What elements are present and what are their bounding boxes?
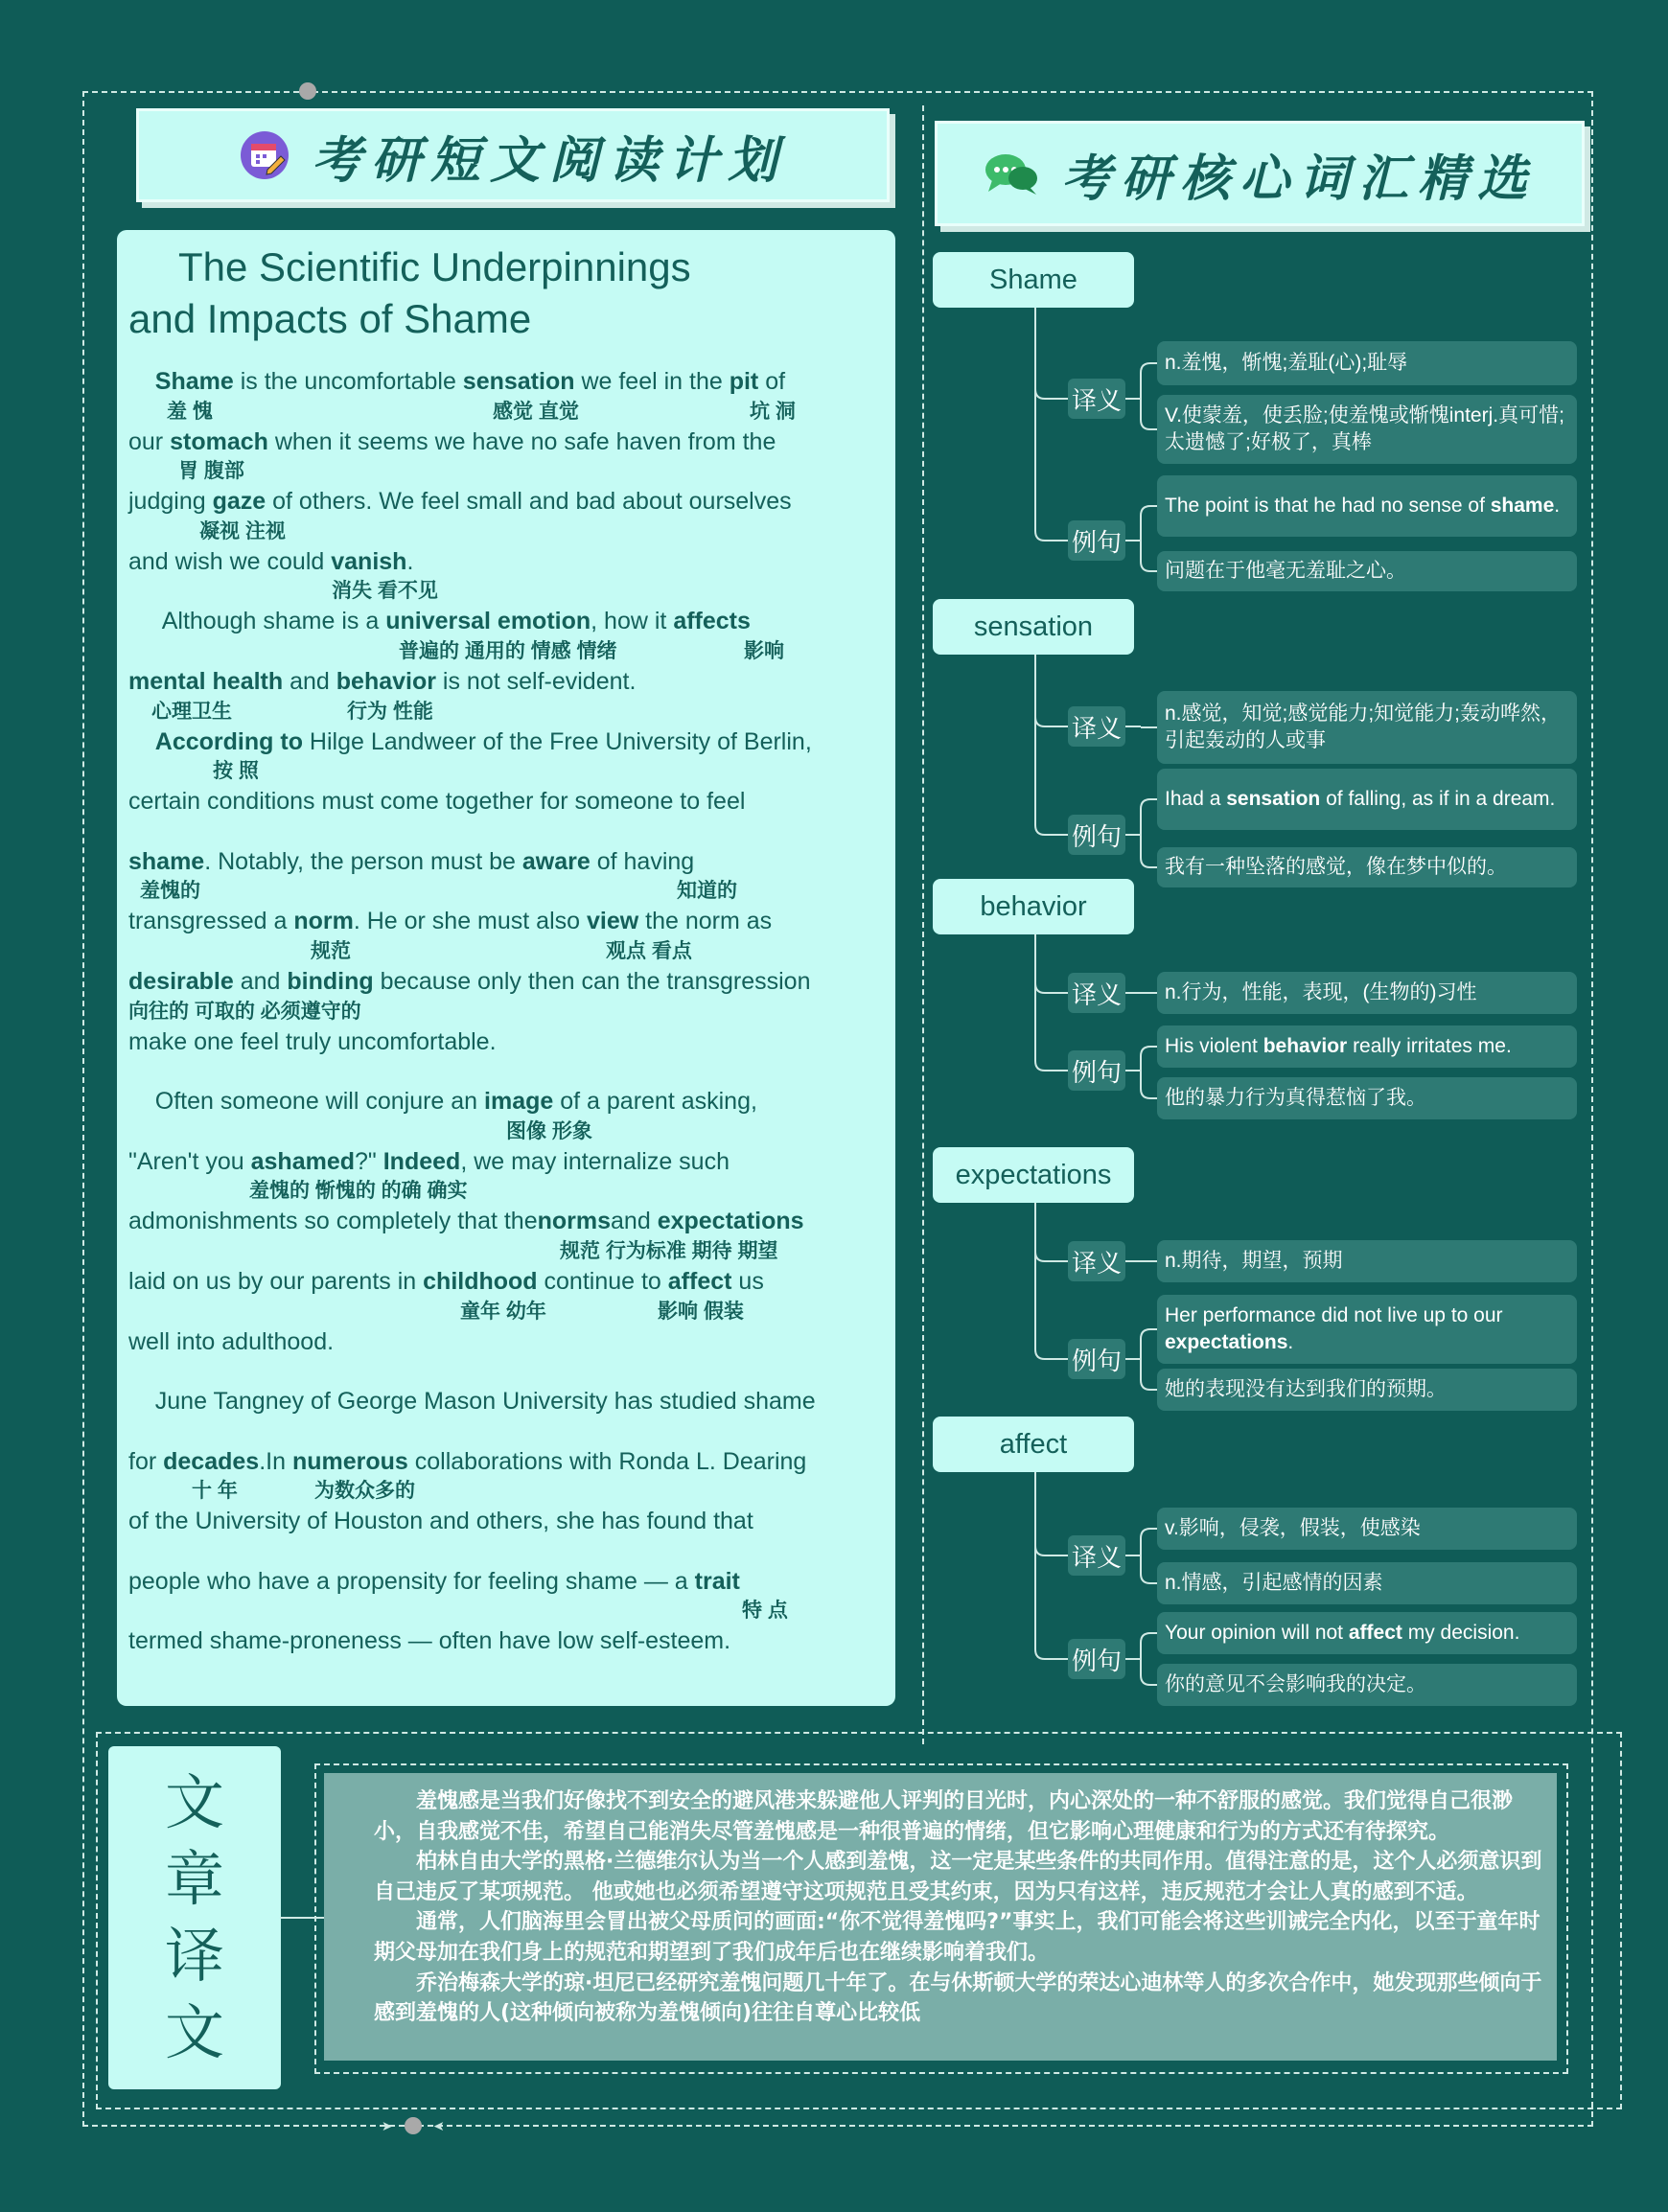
article-line: Although shame is a universal emotion, how it affects bbox=[128, 608, 751, 635]
example-en-box bbox=[1157, 769, 1577, 830]
example-en-box-text: Her performance did not live up to our expectations. bbox=[1165, 1304, 1503, 1353]
vocab-word: affect bbox=[933, 1417, 1134, 1472]
article-line: of the University of Houston and others, she has found that bbox=[128, 1508, 753, 1535]
reading-plan-header bbox=[136, 108, 890, 202]
chinese-annotation: 图像 形象 bbox=[506, 1119, 592, 1142]
definition-box-text: v.影响，侵袭，假装，使感染 bbox=[1165, 1517, 1421, 1539]
article-line: shame. Notably, the person must be aware of having bbox=[128, 847, 695, 875]
definition-box bbox=[1157, 341, 1577, 385]
article-line: termed shame-proneness — often have low self-esteem. bbox=[128, 1627, 731, 1655]
annotation-row bbox=[128, 1237, 895, 1267]
vocab-word: expectations bbox=[933, 1147, 1134, 1203]
example-en-box bbox=[1157, 1295, 1577, 1364]
annotation-row bbox=[128, 698, 895, 727]
example-cn-box-text: 他的暴力行为真得惹恼了我。 bbox=[1165, 1087, 1426, 1109]
vocab-title: 考研核心词汇精选 bbox=[1060, 149, 1537, 208]
chinese-annotation: 影响 假装 bbox=[658, 1300, 744, 1323]
annotation-row bbox=[128, 1298, 895, 1327]
definition-box-text: n.感觉，知觉;感觉能力;知觉能力;轰动哗然，引起轰动的人或事 bbox=[1165, 703, 1562, 751]
chinese-annotation: 规范 行为标准 期待 期望 bbox=[560, 1239, 778, 1262]
example-cn-box-text: 她的表现没有达到我们的预期。 bbox=[1165, 1378, 1447, 1400]
annotation-row bbox=[128, 998, 895, 1027]
definition-box bbox=[1157, 1508, 1577, 1550]
chinese-annotation: 童年 幼年 bbox=[460, 1300, 546, 1323]
translation-tag-char: 文 bbox=[164, 1997, 224, 2067]
definition-label: 译义 bbox=[1068, 973, 1125, 1013]
chinese-annotation: 羞 愧 bbox=[167, 400, 213, 423]
annotation-row bbox=[128, 398, 895, 427]
annotation-row bbox=[128, 1417, 895, 1447]
example-en-box-text: The point is that he had no sense of shame. bbox=[1165, 495, 1561, 517]
example-cn-box-text: 我有一种坠落的感觉，像在梦中似的。 bbox=[1165, 856, 1507, 878]
article-line: admonishments so completely that thenormsand expectations bbox=[128, 1208, 804, 1235]
chinese-annotation: 观点 看点 bbox=[606, 939, 692, 962]
article-title-line1: The Scientific Underpinnings bbox=[178, 244, 691, 289]
annotation-row bbox=[128, 1657, 895, 1687]
example-en-box bbox=[1157, 1025, 1577, 1068]
article-line: laid on us by our parents in childhood continue to affect us bbox=[128, 1267, 764, 1295]
article-line: for decades.In numerous collaborations with Ronda L. Dearing bbox=[128, 1447, 807, 1475]
definition-box-text: V.使蒙羞，使丢脸;使羞愧或惭愧interj.真可惜;太遗憾了;好极了，真棒 bbox=[1165, 404, 1564, 453]
example-cn-box bbox=[1157, 1369, 1577, 1411]
translation-paragraph: 柏林自由大学的黑格·兰德维尔认为当一个人感到羞愧，这一定是某些条件的共同作用。值得注意的是，这个人必须意识到自己违反了某项规范。 他或她也必须希望遵守这项规范且受其约束，因为只有这样，违反规范才会让人真的感到不适。 bbox=[374, 1850, 1542, 1904]
chinese-annotation: 知道的 bbox=[677, 880, 737, 903]
annotation-row bbox=[128, 637, 895, 667]
example-cn-box bbox=[1157, 1664, 1577, 1706]
chinese-annotation: 感觉 直觉 bbox=[493, 400, 579, 423]
arrow-left-icon: ➤ bbox=[433, 2119, 445, 2134]
annotation-row bbox=[128, 457, 895, 487]
translation-paragraph: 乔治梅森大学的琼·坦尼已经研究羞愧问题几十年了。在与休斯顿大学的荣达心迪林等人的多次合作中，她发现那些倾向于感到羞愧的人(这种倾向被称为羞愧倾向)往往自尊心比较低 bbox=[374, 1970, 1542, 2026]
example-en-box bbox=[1157, 475, 1577, 537]
definition-label: 译义 bbox=[1068, 379, 1125, 419]
annotation-row bbox=[128, 937, 895, 967]
definition-box bbox=[1157, 972, 1577, 1014]
chinese-annotation: 行为 性能 bbox=[347, 700, 433, 723]
article-line: desirable and binding because only then can the transgression bbox=[128, 967, 811, 995]
example-label: 例句 bbox=[1068, 815, 1125, 855]
annotation-row bbox=[128, 818, 895, 847]
frame-dot-top bbox=[299, 82, 316, 100]
article-title-line2: and Impacts of Shame bbox=[128, 296, 532, 341]
article-line: Shame is the uncomfortable sensation we feel in the pit of bbox=[154, 368, 786, 395]
chinese-annotation: 为数众多的 bbox=[314, 1480, 415, 1503]
annotation-row bbox=[128, 518, 895, 547]
definition-box bbox=[1157, 395, 1577, 464]
definition-label: 译义 bbox=[1068, 1535, 1125, 1576]
calendar-pencil-icon bbox=[239, 129, 290, 181]
definition-box-text: n.期待，期望，预期 bbox=[1165, 1250, 1343, 1272]
article-line: our stomach when it seems we have no safe haven from the bbox=[128, 427, 776, 455]
chinese-annotation: 坑 洞 bbox=[750, 400, 796, 423]
annotation-row bbox=[128, 1057, 895, 1087]
translation-paragraph: 羞愧感是当我们好像找不到安全的避风港来躲避他人评判的目光时，内心深处的一种不舒服的感觉。我们觉得自己很渺小，自我感觉不佳，希望自己能消失尽管羞愧感是一种很普遍的情绪，但它影响心理健康和行为的方式还有待探究。 bbox=[374, 1789, 1514, 1844]
example-cn-box bbox=[1157, 1077, 1577, 1119]
article-line: mental health and behavior is not self-evident. bbox=[128, 667, 637, 695]
article-line: "Aren't you ashamed?" Indeed, we may internalize such bbox=[128, 1147, 730, 1175]
chinese-annotation: 向往的 可取的 必须遵守的 bbox=[128, 1000, 361, 1023]
article-line: June Tangney of George Mason University has studied shame bbox=[128, 1388, 816, 1416]
example-label: 例句 bbox=[1068, 520, 1125, 561]
annotation-row bbox=[128, 877, 895, 907]
column-divider bbox=[922, 105, 924, 1744]
annotation-row bbox=[128, 1597, 895, 1626]
definition-label: 译义 bbox=[1068, 1241, 1125, 1281]
definition-box-text: n.行为，性能，表现，(生物的)习性 bbox=[1165, 981, 1477, 1003]
article-line: make one feel truly uncomfortable. bbox=[128, 1027, 497, 1055]
vocab-word: behavior bbox=[933, 879, 1134, 934]
annotation-row bbox=[128, 1357, 895, 1387]
annotation-row bbox=[128, 577, 895, 607]
example-en-box bbox=[1157, 1612, 1577, 1654]
annotation-row bbox=[128, 1477, 895, 1507]
example-label: 例句 bbox=[1068, 1339, 1125, 1379]
article-line: and wish we could vanish. bbox=[128, 547, 414, 575]
article-line: Often someone will conjure an image of a parent asking, bbox=[128, 1088, 757, 1116]
chinese-annotation: 特 点 bbox=[742, 1600, 788, 1623]
example-cn-box-text: 问题在于他毫无羞耻之心。 bbox=[1165, 560, 1406, 582]
article-line: According to Hilge Landweer of the Free University of Berlin, bbox=[154, 727, 812, 755]
article-card bbox=[117, 230, 895, 1706]
chinese-annotation: 羞愧的 惭愧的 的确 确实 bbox=[249, 1180, 468, 1203]
translation-tag bbox=[108, 1746, 281, 2089]
chinese-annotation: 普遍的 通用的 情感 情绪 bbox=[399, 639, 617, 662]
chinese-annotation: 影响 bbox=[744, 639, 784, 662]
annotation-row bbox=[128, 757, 895, 787]
chinese-annotation: 凝视 注视 bbox=[199, 519, 286, 542]
definition-box-text: n.羞愧，惭愧;羞耻(心);耻辱 bbox=[1165, 352, 1408, 374]
annotation-row bbox=[128, 1177, 895, 1207]
chinese-annotation: 心理卫生 bbox=[151, 700, 232, 723]
chinese-annotation: 规范 bbox=[311, 939, 351, 962]
chinese-annotation: 胃 腹部 bbox=[178, 460, 244, 483]
frame-dot-bottom bbox=[405, 2117, 422, 2134]
definition-label: 译义 bbox=[1068, 706, 1125, 747]
translation-tag-char: 译 bbox=[164, 1921, 224, 1991]
translation-tag-char: 文 bbox=[164, 1767, 224, 1837]
definition-box bbox=[1157, 1562, 1577, 1604]
example-en-box-text: Your opinion will not affect my decision. bbox=[1165, 1622, 1520, 1644]
annotation-row bbox=[128, 1537, 895, 1567]
example-cn-box-text: 你的意见不会影响我的决定。 bbox=[1165, 1673, 1426, 1695]
chinese-annotation: 按 照 bbox=[213, 760, 259, 783]
translation-tag-char: 章 bbox=[164, 1844, 224, 1914]
article-line: transgressed a norm. He or she must also view the norm as bbox=[128, 908, 773, 935]
article-body bbox=[128, 367, 895, 1687]
chinese-annotation: 消失 看不见 bbox=[332, 580, 438, 603]
example-en-box-text: His violent behavior really irritates me. bbox=[1165, 1035, 1512, 1057]
translation-text bbox=[374, 1786, 1543, 2029]
arrow-right-icon: ➤ bbox=[382, 2119, 393, 2134]
example-label: 例句 bbox=[1068, 1639, 1125, 1679]
definition-box bbox=[1157, 1240, 1577, 1282]
example-en-box-text: Ihad a sensation of falling, as if in a dream. bbox=[1165, 788, 1556, 810]
example-cn-box bbox=[1157, 847, 1577, 887]
chinese-annotation: 十 年 bbox=[192, 1480, 238, 1503]
definition-box bbox=[1157, 691, 1577, 764]
example-cn-box bbox=[1157, 551, 1577, 591]
example-label: 例句 bbox=[1068, 1050, 1125, 1091]
translation-paragraph: 通常，人们脑海里会冒出被父母质问的画面:“你不觉得羞愧吗?”事实上，我们可能会将这些训诫完全内化，以至于童年时期父母加在我们身上的规范和期望到了我们成年后也在继续影响着我们。 bbox=[374, 1910, 1541, 1965]
article-line: judging gaze of others. We feel small and bad about ourselves bbox=[128, 488, 792, 516]
article-title bbox=[128, 242, 886, 345]
chinese-annotation: 羞愧的 bbox=[140, 880, 200, 903]
article-line: certain conditions must come together for someone to feel bbox=[128, 788, 746, 816]
definition-box-text: n.情感，引起感情的因素 bbox=[1165, 1572, 1383, 1594]
annotation-row bbox=[128, 1118, 895, 1147]
vocab-header bbox=[935, 121, 1585, 226]
article-line: well into adulthood. bbox=[128, 1327, 335, 1355]
vocab-word: Shame bbox=[933, 252, 1134, 308]
vocab-word: sensation bbox=[933, 599, 1134, 655]
chat-bubbles-icon bbox=[983, 150, 1040, 197]
article-line: people who have a propensity for feeling shame — a trait bbox=[128, 1567, 740, 1595]
reading-plan-title: 考研短文阅读计划 bbox=[311, 130, 787, 190]
